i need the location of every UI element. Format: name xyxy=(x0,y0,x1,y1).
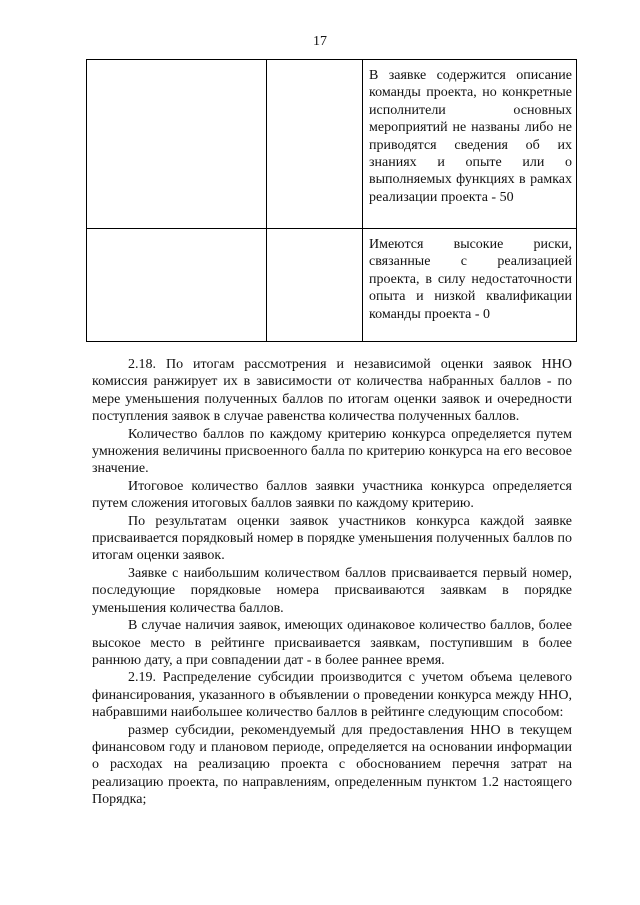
score-description-text: В заявке содержится описание команды проекта, но конкретные исполнители основных мероприятий не названы либо не приводятся сведения об их знаниях и опыте или о выполняемых функциях в рамках реализации проекта - 50 xyxy=(369,68,572,205)
table-cell-score-description xyxy=(363,229,577,342)
body-text xyxy=(92,356,572,809)
paragraph-2-19: 2.19. Распределение субсидии производится с учетом объема целевого финансирования, указанного в объявлении о проведении конкурса между ННО, набравшими наибольшее количество баллов в рейтинге следующим способом: xyxy=(92,670,572,721)
score-description-text: Имеются высокие риски, связанные с реализацией проекта, в силу недостаточности опыта и низкой квалификации команды проекта - 0 xyxy=(369,237,572,322)
paragraph: размер субсидии, рекомендуемый для предоставления ННО в текущем финансовом году и плановом периоде, определяется на основании информации о расходах на реализацию проекта с обоснованием перечня затрат на реализацию проекта, по направлениям, определенным пунктом 1.2 настоящего Порядка; xyxy=(92,722,572,808)
paragraph: В случае наличия заявок, имеющих одинаковое количество баллов, более высокое место в рейтинге присваивается заявкам, поступившим в более раннюю дату, а при совпадении дат - в более раннее время. xyxy=(92,618,572,668)
paragraph: Итоговое количество баллов заявки участника конкурса определяется путем сложения итоговых баллов заявки по каждому критерию. xyxy=(92,478,572,512)
table-cell-empty xyxy=(267,60,363,229)
page-number: 17 xyxy=(313,34,327,49)
table-cell-empty xyxy=(87,229,267,342)
paragraph: Количество баллов по каждому критерию конкурса определяется путем умножения величины присвоенного балла по критерию конкурса на его весовое значение. xyxy=(92,426,572,477)
table-cell-score-description xyxy=(363,60,577,229)
criteria-table xyxy=(86,59,577,342)
table-row xyxy=(87,60,577,229)
table-cell-empty xyxy=(87,60,267,229)
table-row xyxy=(87,229,577,342)
table-cell-empty xyxy=(267,229,363,342)
paragraph-2-18: 2.18. По итогам рассмотрения и независимой оценки заявок ННО комиссия ранжирует их в зависимости от количества набранных баллов - по мере уменьшения полученных баллов по итогам оценки заявок и очередности поступления заявок в случае равенства количества полученных баллов. xyxy=(92,357,572,425)
paragraph: По результатам оценки заявок участников конкурса каждой заявке присваивается порядковый номер в порядке уменьшения полученных баллов по итогам оценки заявок. xyxy=(92,513,572,564)
paragraph: Заявке с наибольшим количеством баллов присваивается первый номер, последующие порядковые номера присваиваются заявкам в порядке уменьшения количества баллов. xyxy=(92,565,572,616)
